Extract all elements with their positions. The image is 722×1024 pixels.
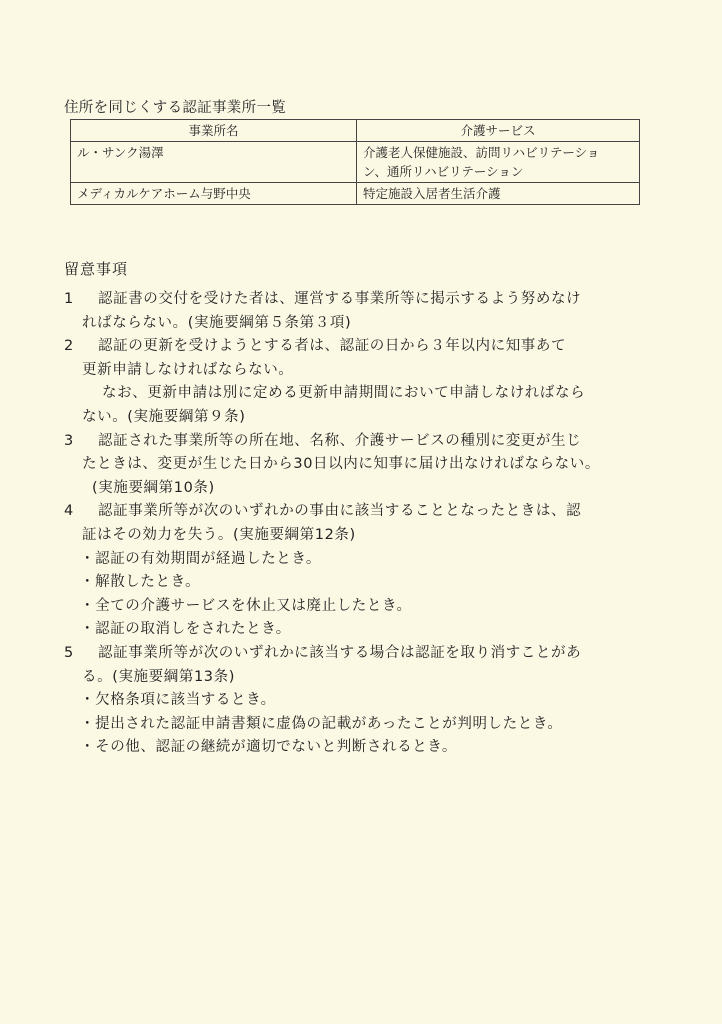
notes-title: 留意事項	[64, 260, 129, 278]
note-5-line	[64, 642, 654, 666]
care-service-cell	[357, 142, 640, 183]
note-1-line: ればならない。(実施要綱第５条第３項)	[82, 314, 352, 331]
note-2-line: なお、更新申請は別に定める更新申請期間において申請しなければなら	[102, 385, 586, 402]
note-2-line	[64, 335, 654, 359]
care-service-line: 特定施設入居者生活介護	[363, 186, 501, 201]
note-5-line: る。(実施要綱第13条)	[82, 668, 235, 685]
note-3-line	[64, 430, 654, 454]
care-service-cell	[357, 183, 640, 205]
office-name-cell: ル・サンク湯澤	[71, 142, 357, 183]
notes-list	[64, 288, 654, 760]
note-5-bullet: ・その他、認証の継続が適切でないと判断されるとき。	[80, 739, 457, 756]
note-4-bullet: ・認証の有効期間が経過したとき。	[80, 550, 322, 567]
table-row	[71, 183, 640, 205]
header-office-name: 事業所名	[71, 120, 357, 142]
care-service-line: ン、通所リハビリテーション	[363, 164, 524, 179]
note-4-line: 証はその効力を失う。(実施要綱第12条)	[82, 526, 356, 543]
note-2-line: ない。(実施要綱第９条)	[82, 408, 246, 425]
table-header-row	[71, 120, 640, 142]
note-2-line: 更新申請しなければならない。	[82, 361, 294, 378]
list-title: 住所を同じくする認証事業所一覧	[64, 100, 286, 116]
note-text: 認証事業所等が次のいずれかの事由に該当することとなったときは、認	[98, 503, 582, 520]
note-text: 認証事業所等が次のいずれかに該当する場合は認証を取り消すことがあ	[98, 644, 582, 661]
note-4-bullet: ・認証の取消しをされたとき。	[80, 621, 291, 638]
note-5-bullet: ・欠格条項に該当するとき。	[80, 692, 276, 709]
note-number: 5	[64, 644, 74, 661]
note-text: 認証の更新を受けようとする者は、認証の日から３年以内に知事あて	[98, 338, 567, 355]
note-4-bullet: ・全ての介護サービスを休止又は廃止したとき。	[80, 597, 412, 614]
note-3-line: (実施要綱第10条)	[92, 479, 215, 496]
note-5-bullet: ・提出された認証申請書類に虚偽の記載があったことが判明したとき。	[80, 715, 563, 732]
note-number: 3	[64, 432, 74, 449]
note-text: 認証書の交付を受けた者は、運営する事業所等に掲示するよう努めなけ	[98, 291, 582, 307]
table-row	[71, 142, 640, 183]
care-service-line: 介護老人保健施設、訪問リハビリテーショ	[363, 145, 600, 160]
note-4-line	[64, 500, 654, 524]
header-care-service: 介護サービス	[357, 120, 640, 142]
note-3-line: たときは、変更が生じた日から30日以内に知事に届け出なければならない。	[82, 456, 600, 473]
note-4-bullet: ・解散したとき。	[80, 574, 201, 591]
note-number: 1	[64, 291, 74, 307]
office-list-table	[70, 119, 640, 205]
note-number: 4	[64, 503, 74, 520]
office-name-cell: メディカルケアホーム与野中央	[71, 183, 357, 205]
note-text: 認証された事業所等の所在地、名称、介護サービスの種別に変更が生じ	[98, 432, 582, 449]
note-1-line	[64, 288, 654, 312]
note-number: 2	[64, 338, 74, 355]
